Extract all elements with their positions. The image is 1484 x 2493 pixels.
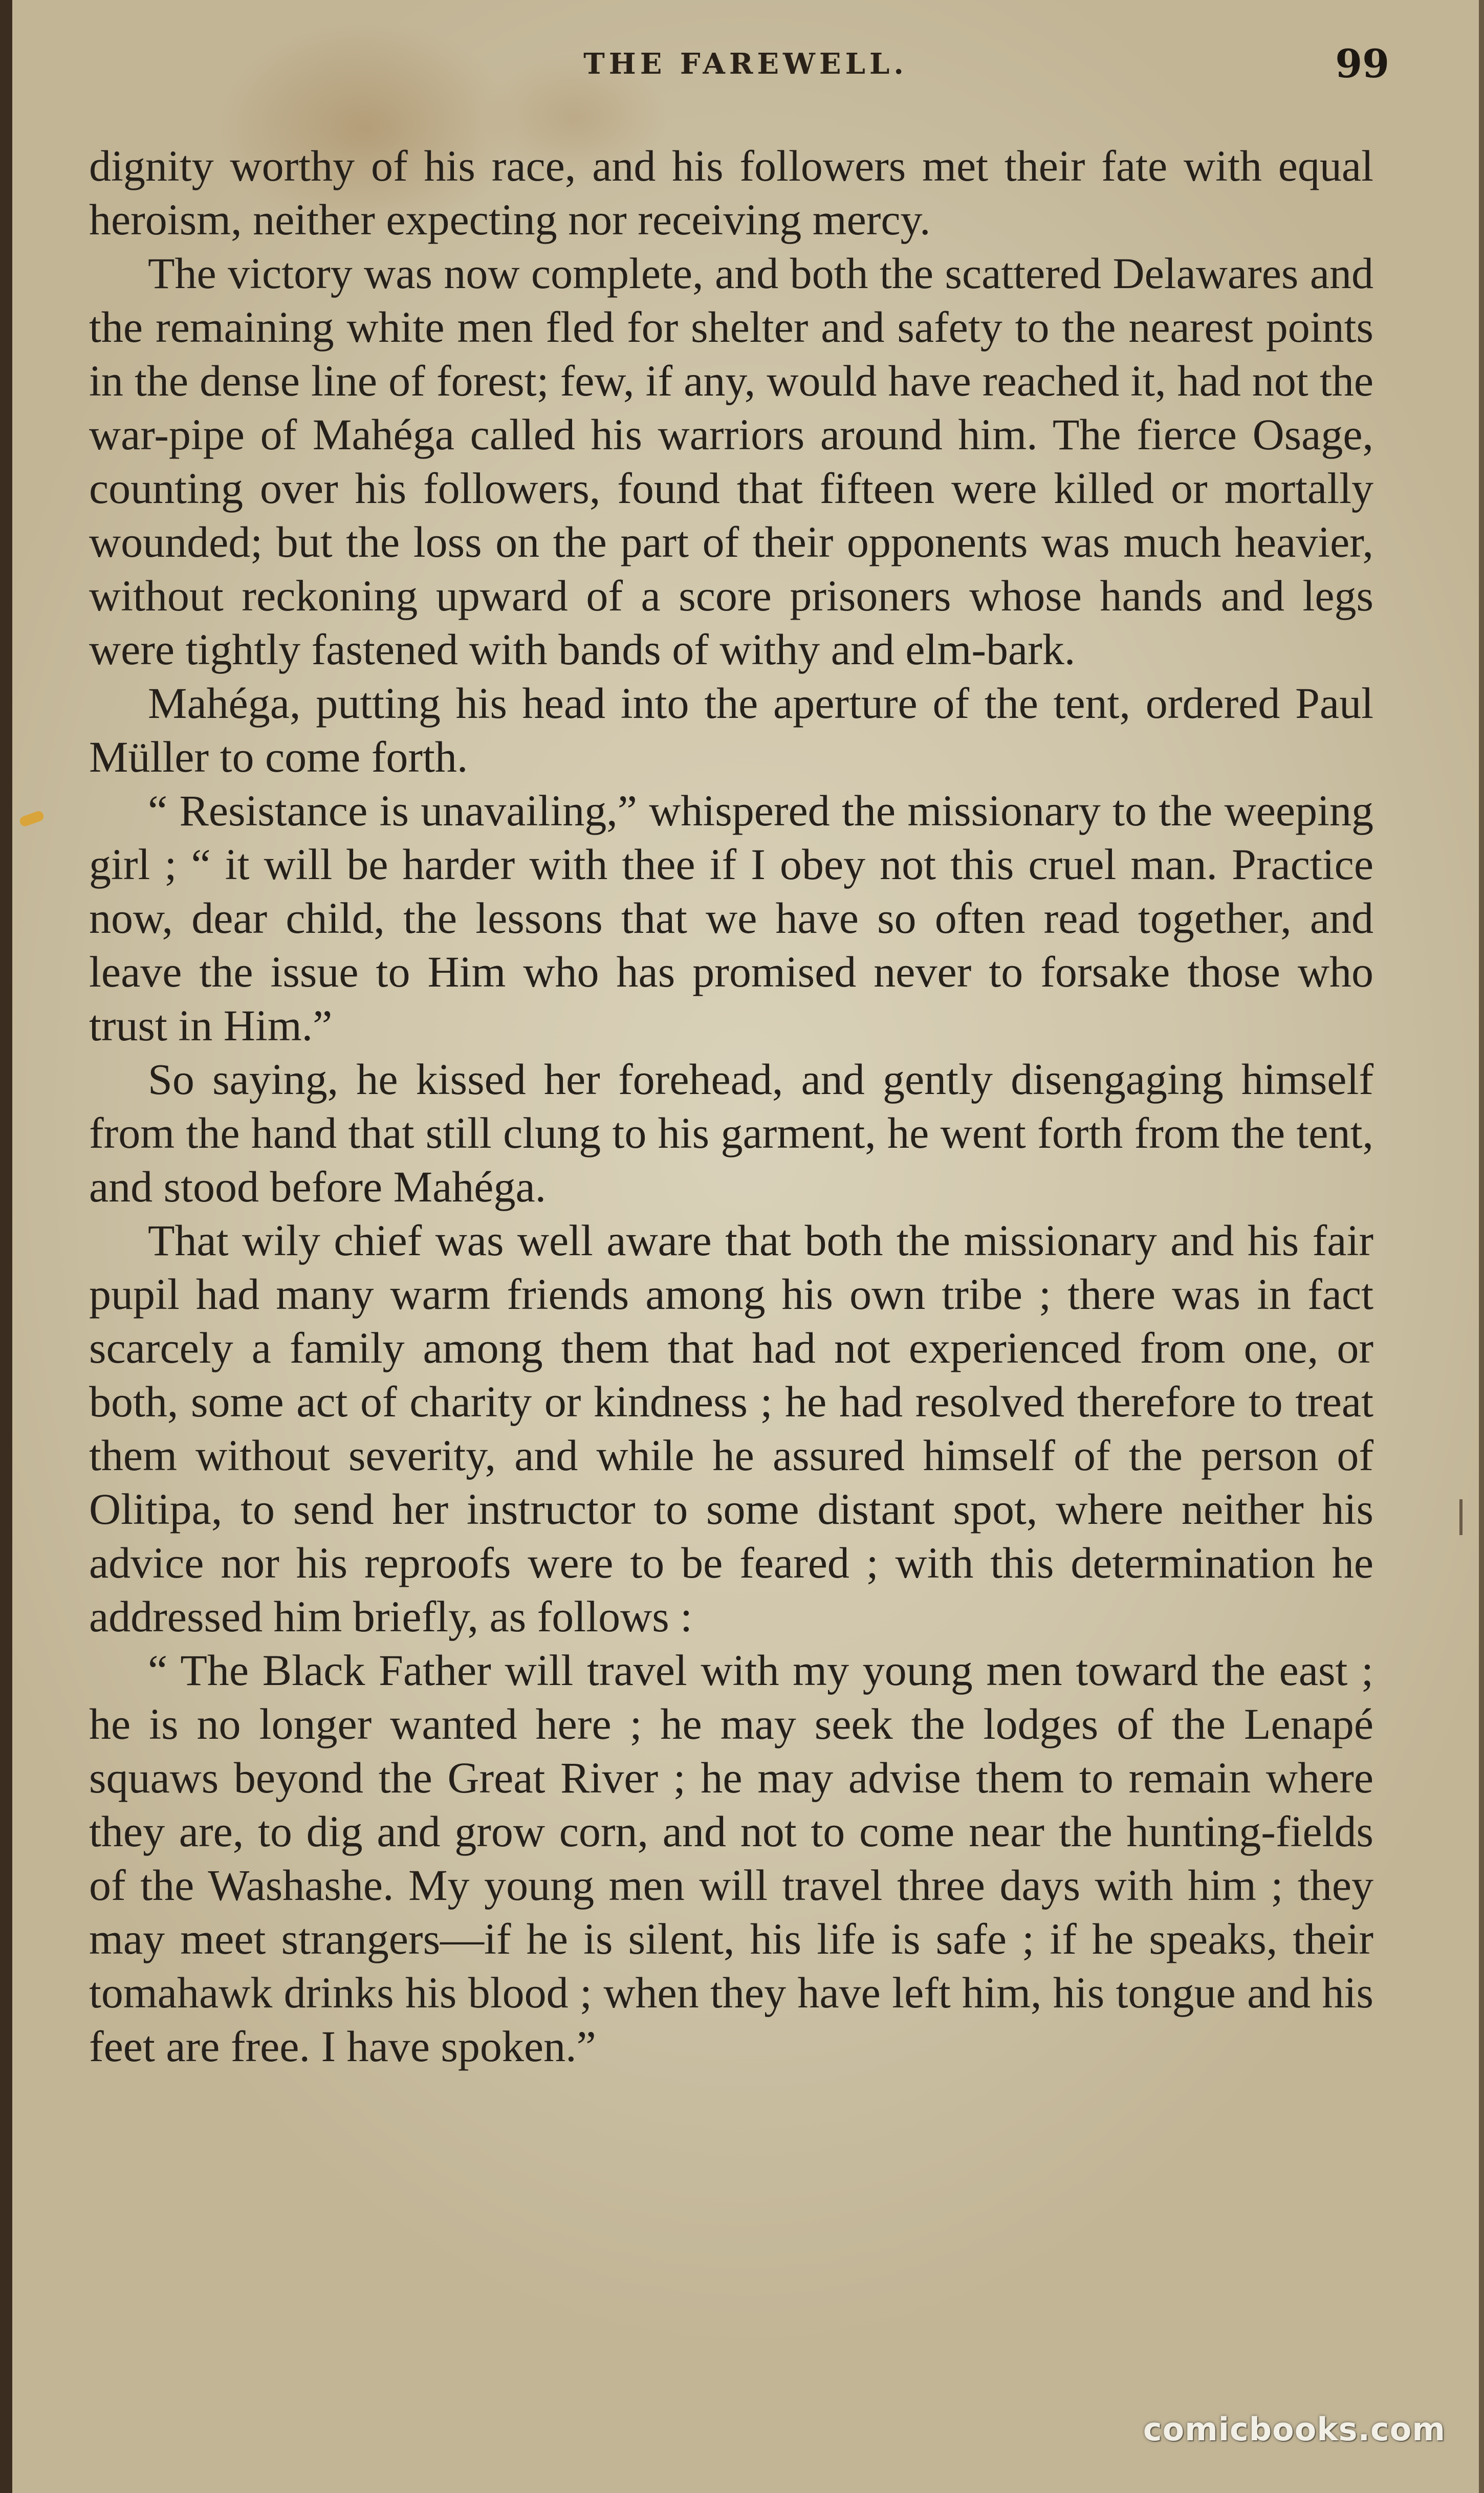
paragraph: dignity worthy of his race, and his followers met their fate with equal heroism, neither expecting nor receiving mercy.: [89, 141, 1373, 244]
paragraph: “ Resistance is unavailing,” whispered the missionary to the weeping girl ; “ it will be harder with thee if I obey not this cruel man. Practice now, dear child, the lessons that we have so often read together, and leave the issue to Him who has promised never to forsake those who trust in Him.”: [89, 786, 1373, 1050]
margin-tick: [1459, 1499, 1463, 1535]
paragraph: That wily chief was well aware that both the missionary and his fair pupil had many warm friends among his own tribe ; there was in fact scarcely a family among them that had not experienced from one, or both, some act of charity or kindness ; he had resolved therefore to treat them without severity, and while he assured himself of the person of Olitipa, to send her instructor to some distant spot, where neither his advice nor his reproofs were to be feared ; with this determination he addressed him briefly, as follows :: [89, 1216, 1373, 1641]
page-number: 99: [1335, 41, 1389, 86]
page-header: [12, 41, 1479, 92]
paragraph: “ The Black Father will travel with my young men toward the east ; he is no longer wanted here ; he may seek the lodges of the Lenapé squaws beyond the Great River ; he may advise them to remain where they are, to dig and grow corn, and not to come near the hunting-fields of the Washashe. My young men will travel three days with him ; they may meet strangers—if he is silent, his life is safe ; if he speaks, their tomahawk drinks his blood ; when they have left him, his tongue and his feet are free. I have spoken.”: [89, 1646, 1373, 2071]
paragraph: Mahéga, putting his head into the aperture of the tent, ordered Paul Müller to come forth.: [89, 679, 1373, 781]
body-text: [89, 139, 1373, 2073]
paragraph: The victory was now complete, and both the scattered Delawares and the remaining white men fled for shelter and safety to the nearest points in the dense line of forest; few, if any, would have reached it, had not the war-pipe of Mahéga called his warriors around him. The fierce Osage, counting over his followers, found that fifteen were killed or mortally wounded; but the loss on the part of their opponents was much heavier, without reckoning upward of a score prisoners whose hands and legs were tightly fastened with bands of withy and elm-bark.: [89, 249, 1373, 674]
running-head: THE FAREWELL.: [583, 47, 908, 81]
margin-stain: [18, 810, 45, 827]
paragraph: So saying, he kissed her forehead, and gently disengaging himself from the hand that still clung to his garment, he went forth from the tent, and stood before Mahéga.: [89, 1055, 1373, 1211]
watermark: comicbooks.com: [1143, 2411, 1446, 2448]
